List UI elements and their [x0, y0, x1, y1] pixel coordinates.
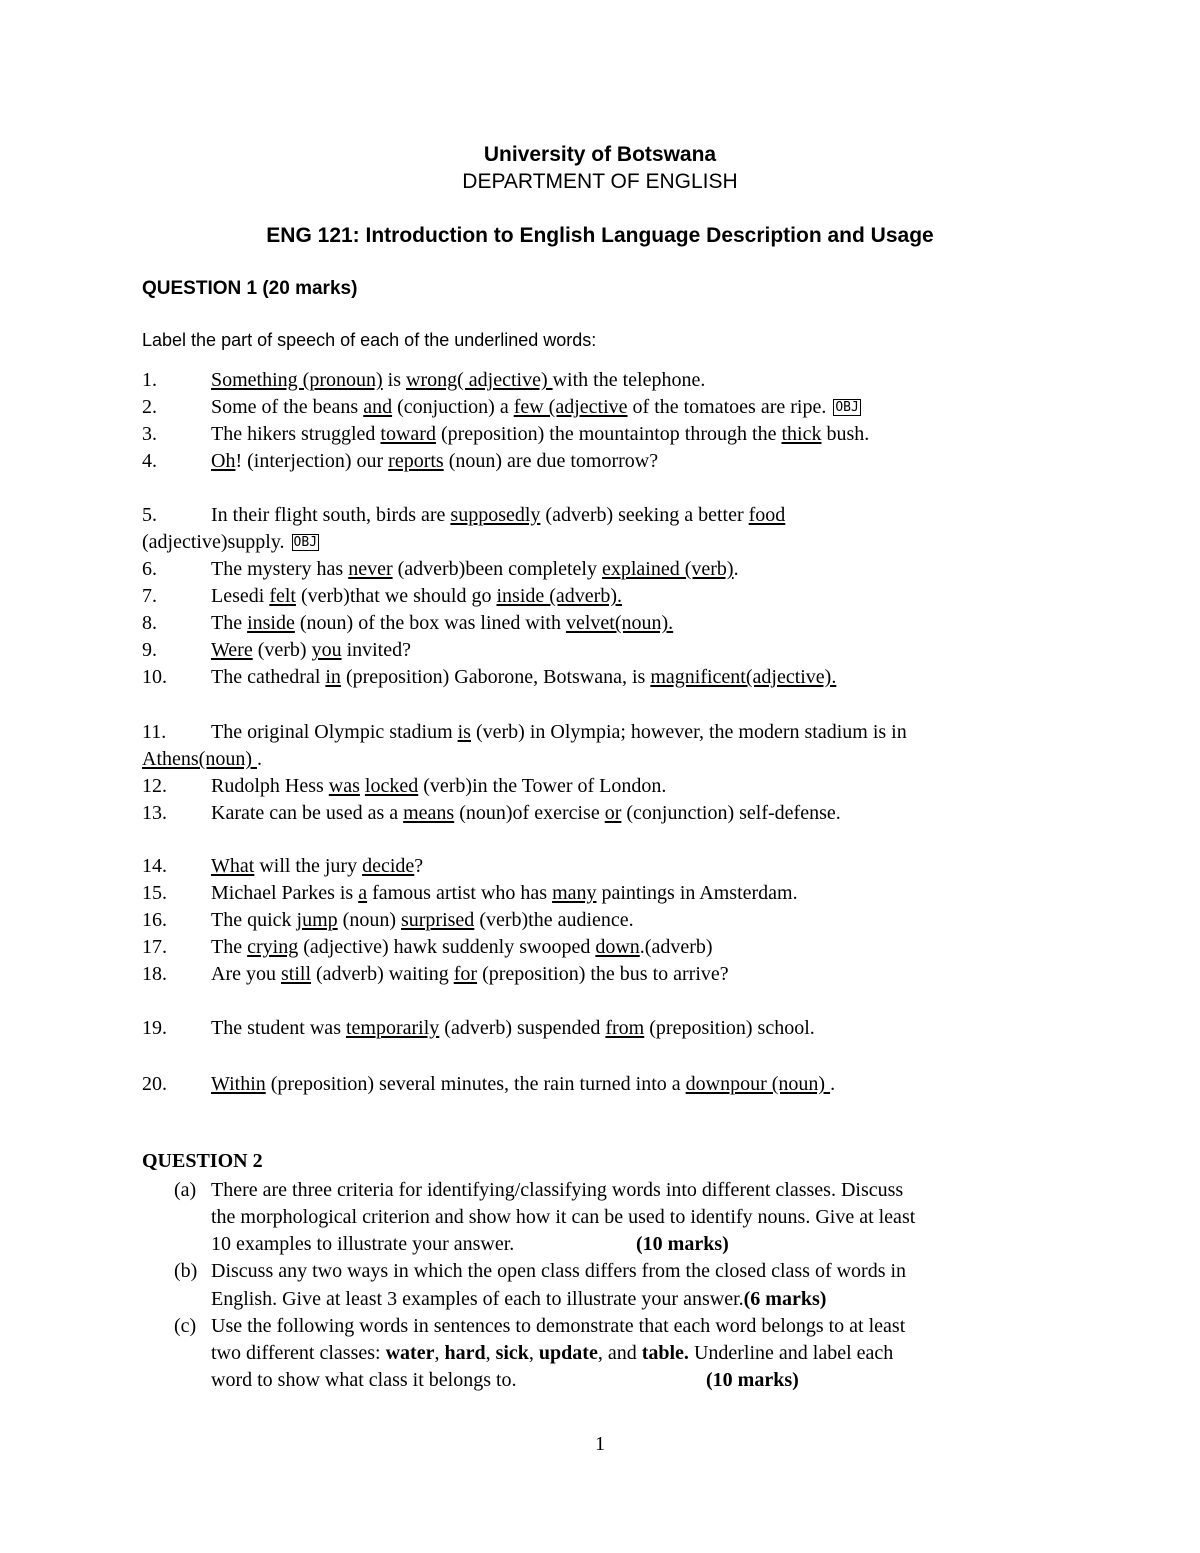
question2-part-c: (c) Use the following words in sentences to demonstrate that each word belongs to at least two different classes: water, hard, sick, update, and table. Underline and label each word to show what class it belongs to. (10 marks) — [0, 1313, 1200, 1403]
list-item-continuation: Athens(noun) . — [142, 748, 262, 770]
document-page: University of Botswana DEPARTMENT OF ENGLISH ENG 121: Introduction to English Language Description and Usage QUESTION 1 (20 marks) Label the part of speech of each of the underlined words: 1. Something (pronoun) is wrong( adjective) with the telephone. 2. Some of the beans and (conjuction) a few (adjective of the tomatoes are ripe. OBJ 3. The hikers struggled toward (preposition) the mountaintop through the thick bush. 4. Oh! (interjection) our reports (noun) are due tomorrow? 5. In their flight south, birds are supposedly (adverb) seeking a better food (adjective)supply. OBJ 6. The mystery has never (adverb)been completely explained (verb). 7. Lesedi felt (verb)that we should go inside (adverb). 8. The inside (noun) of the box was lined with velvet(noun). 9. Were (verb) you invited? 10. The cathedral in (preposition) Gaborone, Botswana, is magnificent(adjective). 11. The original Olympic stadium is (verb) in Olympia; however, the modern stadium is in Athens(noun) . 12. Rudolph Hess was locked (verb)in the Tower of London. 13. Karate can be used as a means (noun)of exercise or (conjunction) self-defense. 14. What will the jury decide? 15. Michael Parkes is a famous artist who has many paintings in Amsterdam. 16. The quick jump (noun) surprised (verb)the audience. 17. The crying (adjective) hawk suddenly swooped down.(adverb) 18. Are you still (adverb) waiting for (preposition) the bus to arrive? 19. The student was temporarily (adverb) suspended from (preposition) school. 20. Within (preposition) several minutes, the rain turned into a downpour (noun) . QUESTION 2 (a) There are three criteria for identifying/classifying words into different classes. Discuss the morphological criterion and show how it can be used to identify nouns. Give at least 10 examples to illustrate your answer. (10 marks) (b) Discuss any two ways in which the open class differs from the closed class of words in English. Give at least 3 examples of each to illustrate your answer.(6 marks) (c) Use the following words in sentences to demonstrate that each word belongs to at least two different classes: water, hard, sick, update, and table. Underline and label each word to show what class it belongs to. (10 marks) 1 — [0, 0, 1200, 1553]
question2-part-a: (a) There are three criteria for identifying/classifying words into different classes. Discuss the morphological criterion and show how it can be used to identify nouns. Give at least 10 examples to illustrate your answer. (10 marks) — [0, 1177, 1200, 1267]
question1-title: QUESTION 1 (20 marks) — [142, 278, 358, 299]
question2-part-b: (b) Discuss any two ways in which the open class differs from the closed class of words in English. Give at least 3 examples of each to illustrate your answer.(6 marks) — [174, 1260, 907, 1310]
university-title: University of Botswana — [483, 143, 717, 166]
marks-label: (10 marks) — [636, 1233, 729, 1255]
department-title: DEPARTMENT OF ENGLISH — [462, 170, 738, 193]
marks-label: (10 marks) — [706, 1369, 799, 1391]
object-replacement-icon: OBJ — [293, 535, 318, 550]
list-item-continuation: (adjective)supply. OBJ — [142, 531, 318, 553]
page-number: 1 — [595, 1433, 605, 1455]
question2-title: QUESTION 2 — [142, 1150, 263, 1172]
object-replacement-icon: OBJ — [835, 400, 859, 415]
marks-label: (6 marks) — [743, 1288, 827, 1310]
course-title: ENG 121: Introduction to English Language Description and Usage — [266, 224, 934, 247]
question1-instruction: Label the part of speech of each of the underlined words: — [142, 330, 597, 350]
